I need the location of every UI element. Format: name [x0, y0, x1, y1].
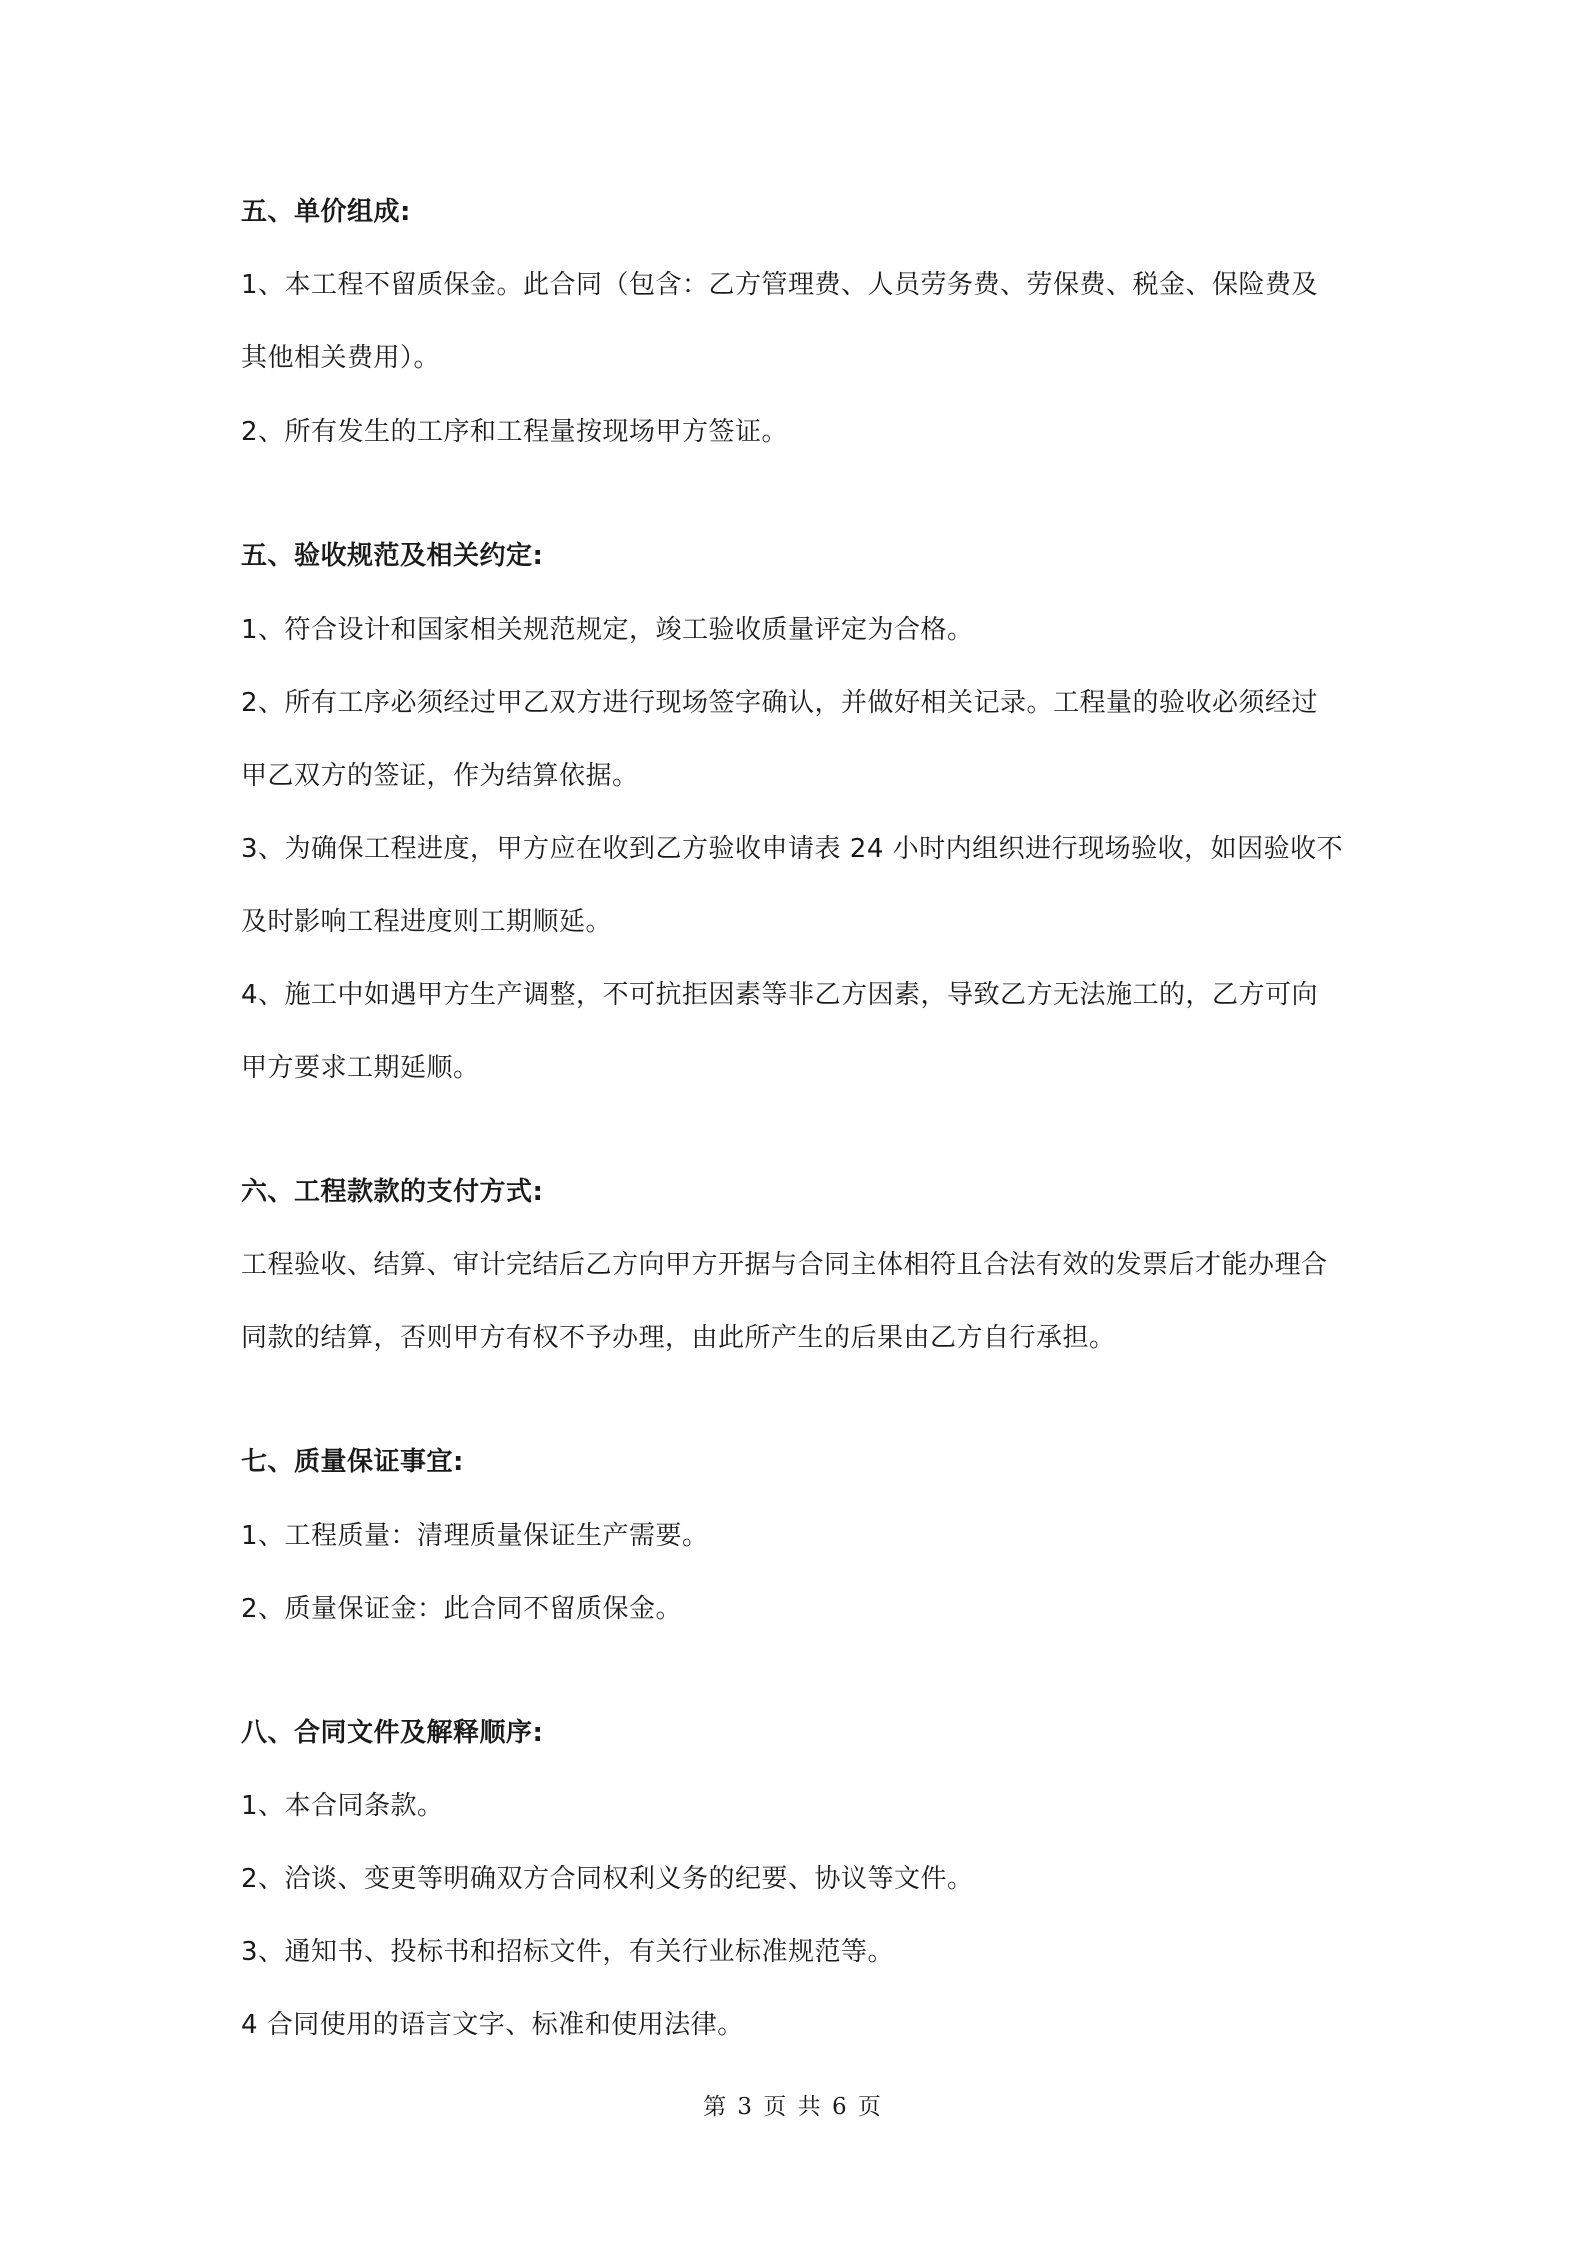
paragraph-line: 工程验收、结算、审计完结后乙方向甲方开据与合同主体相符且合法有效的发票后才能办理合 — [241, 1250, 1328, 1280]
paragraph-line: 2、所有发生的工序和工程量按现场甲方签证。 — [241, 417, 789, 447]
paragraph-line: 2、质量保证金：此合同不留质保金。 — [241, 1594, 683, 1624]
section-heading-acceptance: 五、验收规范及相关约定: — [241, 541, 544, 571]
paragraph-line: 2、所有工序必须经过甲乙双方进行现场签字确认，并做好相关记录。工程量的验收必须经过 — [241, 688, 1319, 718]
paragraph-line: 其他相关费用）。 — [241, 343, 441, 373]
paragraph-line: 1、本工程不留质保金。此合同（包含：乙方管理费、人员劳务费、劳保费、税金、保险费及 — [241, 270, 1319, 300]
paragraph-line: 4、施工中如遇甲方生产调整，不可抗拒因素等非乙方因素，导致乙方无法施工的，乙方可向 — [241, 980, 1319, 1010]
paragraph-line: 3、为确保工程进度，甲方应在收到乙方验收申请表 24 小时内组织进行现场验收，如因验收不 — [241, 834, 1344, 864]
paragraph-line: 1、符合设计和国家相关规范规定，竣工验收质量评定为合格。 — [241, 615, 974, 645]
section-heading-contract-docs: 八、合同文件及解释顺序: — [241, 1718, 544, 1748]
paragraph-line: 甲方要求工期延顺。 — [241, 1053, 480, 1083]
paragraph-line: 及时影响工程进度则工期顺延。 — [241, 907, 613, 937]
section-heading-unit-price: 五、单价组成: — [241, 197, 411, 227]
paragraph-line: 3、通知书、投标书和招标文件，有关行业标准规范等。 — [241, 1937, 895, 1967]
section-heading-quality: 七、质量保证事宜: — [241, 1447, 464, 1477]
paragraph-line: 1、本合同条款。 — [241, 1791, 444, 1821]
page-number-footer: 第 3 页 共 6 页 — [703, 2094, 883, 2120]
paragraph-line: 4 合同使用的语言文字、标准和使用法律。 — [241, 2010, 744, 2040]
paragraph-line: 2、洽谈、变更等明确双方合同权利义务的纪要、协议等文件。 — [241, 1864, 974, 1894]
paragraph-line: 甲乙双方的签证，作为结算依据。 — [241, 761, 639, 791]
paragraph-line: 同款的结算，否则甲方有权不予办理，由此所产生的后果由乙方自行承担。 — [241, 1323, 1116, 1353]
section-heading-payment: 六、工程款款的支付方式: — [241, 1177, 544, 1207]
paragraph-line: 1、工程质量：清理质量保证生产需要。 — [241, 1521, 709, 1551]
